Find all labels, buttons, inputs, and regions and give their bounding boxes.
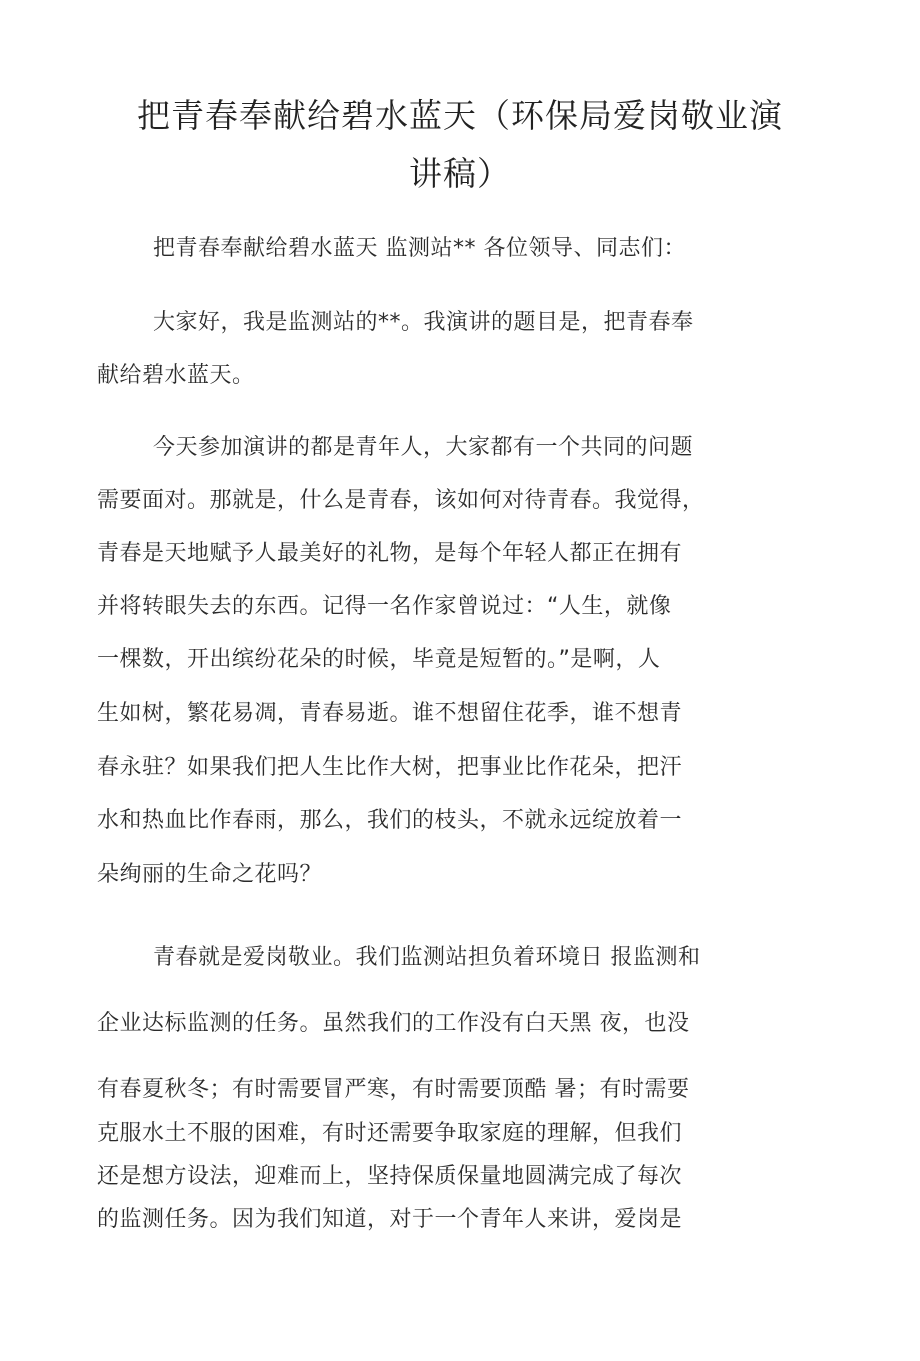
paragraph-line: 一棵数，开出缤纷花朵的时候，毕竟是短暂的。”是啊，人 (97, 647, 661, 672)
paragraph-line: 生如树，繁花易凋，青春易逝。谁不想留住花季，谁不想青 (97, 701, 683, 726)
document-title-line-1: 把青春奉献给碧水蓝天（环保局爱岗敬业演 (137, 96, 783, 135)
paragraph-line: 的监测任务。因为我们知道，对于一个青年人来讲，爱岗是 (97, 1207, 683, 1232)
paragraph-line: 今天参加演讲的都是青年人，大家都有一个共同的问题 (153, 435, 694, 460)
paragraph-line: 献给碧水蓝天。 (97, 363, 255, 388)
paragraph-line: 青春就是爱岗敬业。我们监测站担负着环境日 报监测和 (153, 945, 701, 970)
document-title-line-2: 讲稿） (409, 154, 511, 193)
greeting-line: 把青春奉献给碧水蓝天 监测站** 各位领导、同志们： (153, 236, 686, 261)
paragraph-line: 并将转眼失去的东西。记得一名作家曾说过：“人生，就像 (97, 594, 672, 619)
paragraph-line: 朵绚丽的生命之花吗？ (97, 862, 323, 887)
paragraph-line: 水和热血比作春雨，那么，我们的枝头，不就永远绽放着一 (97, 808, 683, 833)
paragraph-line: 需要面对。那就是，什么是青春，该如何对待青春。我觉得， (97, 488, 705, 513)
paragraph-line: 青春是天地赋予人最美好的礼物，是每个年轻人都正在拥有 (97, 541, 683, 566)
paragraph-line: 有春夏秋冬；有时需要冒严寒，有时需要顶酷 暑；有时需要 (97, 1077, 690, 1102)
paragraph-line: 大家好，我是监测站的**。我演讲的题目是，把青春奉 (153, 310, 694, 335)
paragraph-line: 还是想方设法，迎难而上，坚持保质保量地圆满完成了每次 (97, 1164, 683, 1189)
paragraph-line: 企业达标监测的任务。虽然我们的工作没有白天黑 夜，也没 (97, 1011, 690, 1036)
paragraph-line: 春永驻？如果我们把人生比作大树，把事业比作花朵，把汗 (97, 755, 683, 780)
paragraph-line: 克服水土不服的困难，有时还需要争取家庭的理解，但我们 (97, 1121, 683, 1146)
